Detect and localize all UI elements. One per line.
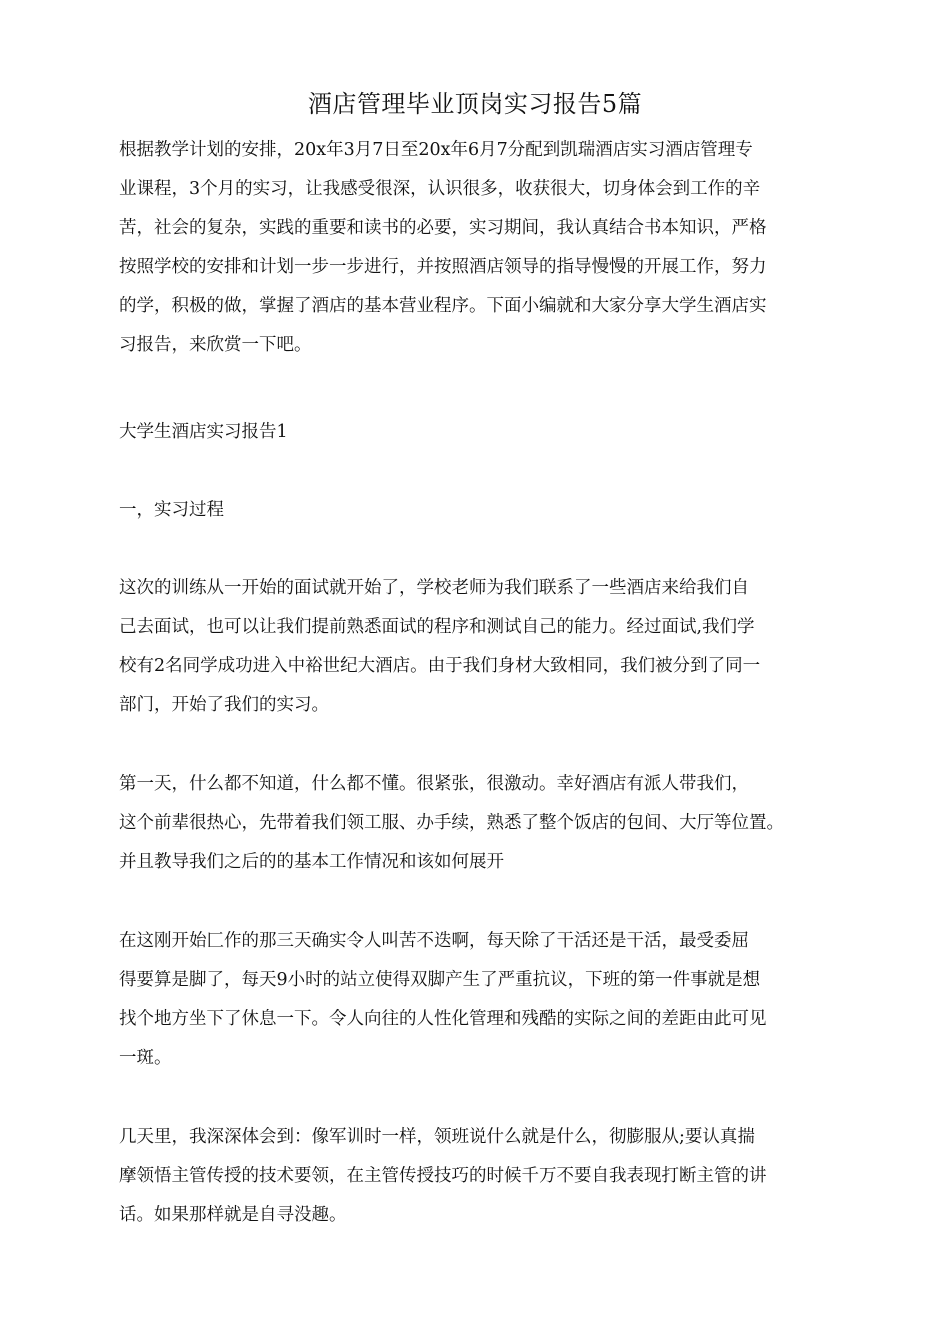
text-line: 得要算是脚了，每天9小时的站立使得双脚产生了严重抗议，下班的第一件事就是想 <box>119 970 761 990</box>
text-line: 摩领悟主管传授的技术要领，在主管传授技巧的时候千万不要自我表现打断主管的讲 <box>119 1166 767 1186</box>
text-line: 校有2名同学成功进入中裕世纪大酒店。由于我们身材大致相同，我们被分到了同一 <box>119 656 761 676</box>
sub-heading: 一，实习过程 <box>119 500 224 520</box>
text-line: 第一天，什么都不知道，什么都不懂。很紧张，很激动。幸好酒店有派人带我们， <box>119 774 749 794</box>
text-line: 习报告，来欣赏一下吧。 <box>119 335 312 355</box>
text-line: 这次的训练从一开始的面试就开始了，学校老师为我们联系了一些酒店来给我们自 <box>119 578 749 598</box>
text-line: 一斑。 <box>119 1048 172 1068</box>
text-line: 的学，积极的做，掌握了酒店的基本营业程序。下面小编就和大家分享大学生酒店实 <box>119 296 767 316</box>
text-line: 业课程，3个月的实习，让我感受很深，认识很多，收获很大，切身体会到工作的辛 <box>119 179 761 199</box>
text-line: 找个地方坐下了休息一下。令人向往的人性化管理和残酷的实际之间的差距由此可见 <box>119 1009 767 1029</box>
text-line: 部门，开始了我们的实习。 <box>119 695 329 715</box>
document-title: 酒店管理毕业顶岗实习报告5篇 <box>307 90 643 118</box>
text-line: 这个前辈很热心，先带着我们领工服、办手续，熟悉了整个饭店的包间、大厅等位置。 <box>119 813 784 833</box>
text-line: 苦，社会的复杂，实践的重要和读书的必要，实习期间，我认真结合书本知识，严格 <box>119 218 767 238</box>
text-line: 并且教导我们之后的的基本工作情况和该如何展开 <box>119 852 504 872</box>
text-line: 话。如果那样就是自寻没趣。 <box>119 1205 347 1225</box>
section-heading: 大学生酒店实习报告1 <box>119 422 288 442</box>
text-line: 在这刚开始匚作的那三天确实令人叫苦不迭啊，每天除了干活还是干活，最受委屈 <box>119 931 749 951</box>
text-line: 己去面试，也可以让我们提前熟悉面试的程序和测试自己的能力。经过面试,我们学 <box>119 617 755 637</box>
text-line: 按照学校的安排和计划一步一步进行，并按照酒店领导的指导慢慢的开展工作，努力 <box>119 257 767 277</box>
text-line: 根据教学计划的安排，20x年3月7日至20x年6月7分配到凯瑞酒店实习酒店管理专 <box>119 140 753 160</box>
text-line: 几天里，我深深体会到：像军训时一样，领班说什么就是什么，彻膨服从;要认真揣 <box>119 1127 755 1147</box>
